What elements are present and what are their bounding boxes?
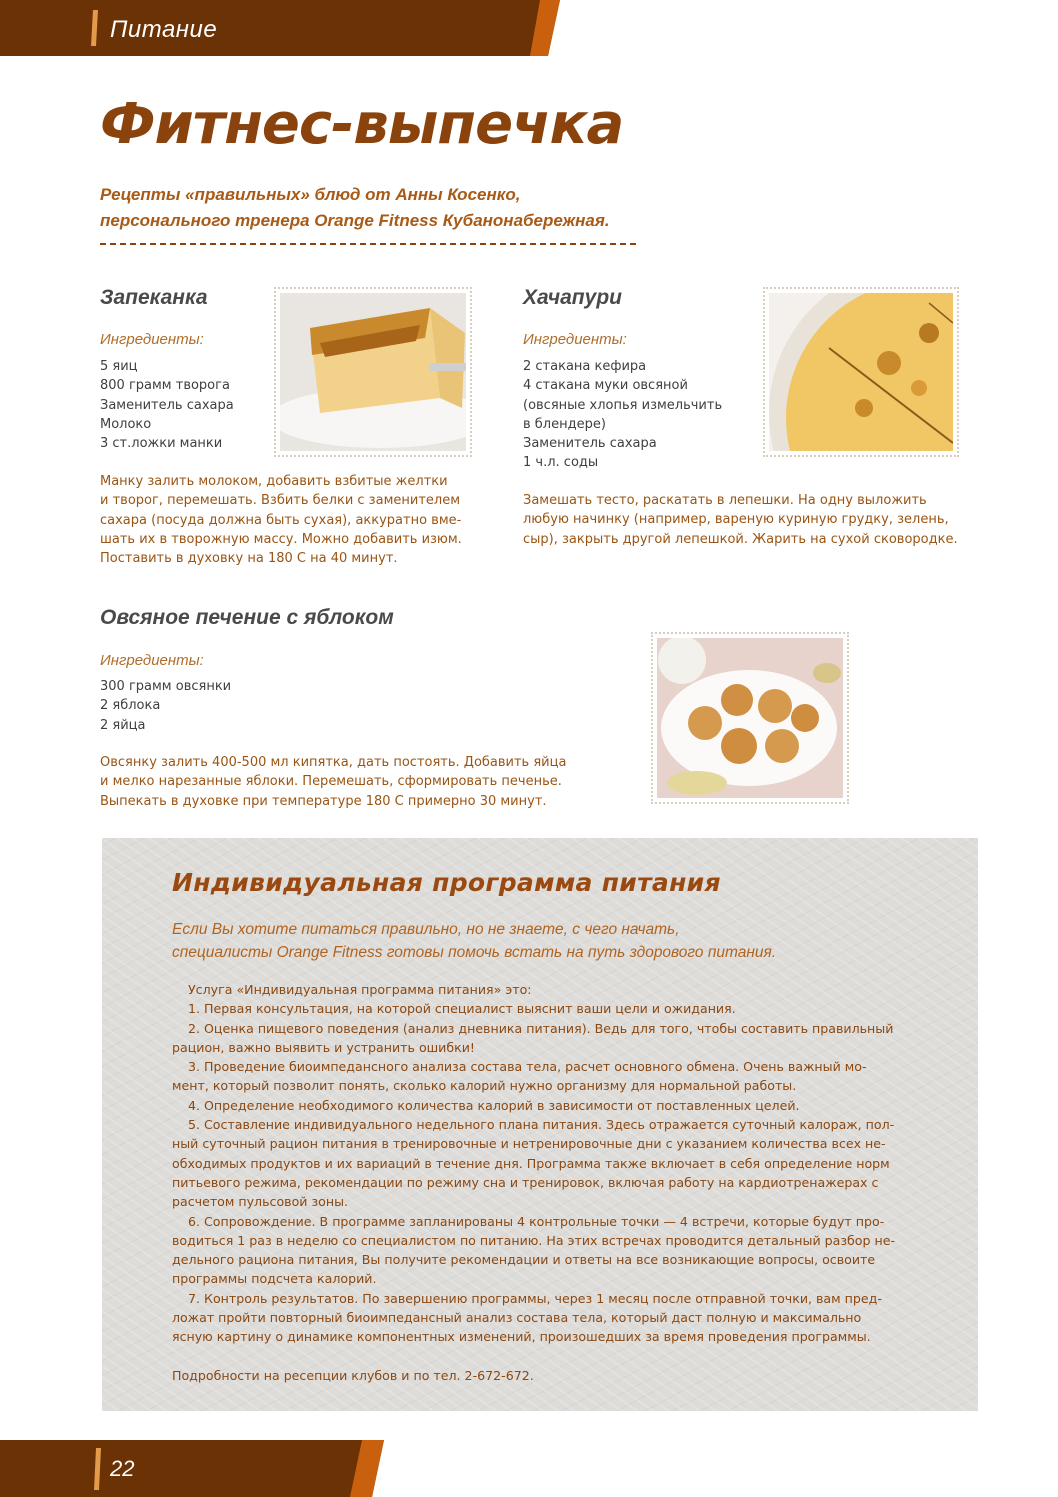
program-line: обходимых продуктов и их вариаций в течение дня. Программа также включает в себя определение норм [172,1155,890,1171]
instruction-line: сахара (посуда должна быть сухая), аккуратно вме- [100,512,462,528]
program-line: 5. Составление индивидуального недельного плана питания. Здесь отражается суточный калораж, пол- [188,1117,895,1133]
program-line: дельного рациона питания, Вы получите рекомендации и ответы на все возникающие вопросы, освоите [172,1252,876,1268]
instructions [100,753,566,811]
instruction-line: Манку залить молоком, добавить взбитые желтки [100,474,448,489]
ingredient-item: 300 грамм овсянки [100,679,232,694]
intro-line: Если Вы хотите питаться правильно, но не знаете, с чего начать, [172,921,680,938]
program-line: 4. Определение необходимого количества калорий в зависимости от поставленных целей. [188,1097,800,1113]
instruction-line: Поставить в духовку на 180 С на 40 минут. [100,551,398,567]
ingredient-item: 2 яйца [100,717,146,733]
ingredient-item: 3 ст.ложки манки [100,436,223,452]
ingredients-label: Ингредиенты: [523,331,627,348]
khachapuri-photo [763,287,959,457]
program-line: 1. Первая консультация, на которой специалист выяснит ваши цели и ожидания. [188,1001,736,1017]
ingredient-item: 2 яблока [100,698,161,714]
program-line: 6. Сопровождение. В программе запланированы 4 контрольные точки — 4 встречи, которые будут про- [188,1213,885,1229]
page-number: 22 [110,1456,135,1481]
page-title: Фитнес-выпечка [100,92,624,157]
program-line: рацион, важно выявить и устранить ошибки! [172,1039,475,1055]
program-line: 7. Контроль результатов. По завершению программы, через 1 месяц после отправной точки, вам пред- [188,1290,882,1306]
cookies-image [657,638,843,798]
khachapuri-image [769,293,953,451]
program-contact: Подробности на ресепции клубов и по тел. 2-672-672. [172,1367,534,1383]
program-body [172,980,922,1385]
instruction-line: шать их в творожную массу. Можно добавить изюм. [100,531,462,547]
instruction-line: и мелко нарезанные яблоки. Перемешать, сформировать печенье. [100,774,562,790]
section-title: Питание [110,16,218,43]
ingredient-item: 4 стакана муки овсяной [523,378,688,394]
program-intro [172,918,776,964]
program-line: расчетом пульсовой зоны. [172,1194,349,1210]
header-band [0,0,560,56]
program-line: питьевого режима, рекомендации по режиму сна и тренировок, включая работу на кардиотренажерах с [172,1174,879,1190]
program-line: ясную картину о динамике компонентных изменений, произошедших за время проведения программы. [172,1329,871,1345]
ingredient-item: Заменитель сахара [100,397,234,413]
program-line: программы подсчета калорий. [172,1271,377,1287]
recipe-title: Овсяное печение с яблоком [100,606,394,629]
ingredient-item: (овсяные хлопья измельчить [523,397,723,413]
recipe-title: Запеканка [100,286,208,309]
program-title: Индивидуальная программа питания [172,868,721,897]
ingredient-item: Заменитель сахара [523,436,657,452]
program-line: 3. Проведение биоимпедансного анализа состава тела, расчет основного обмена. Очень важный мо- [188,1059,867,1075]
ingredient-item: в блендере) [523,416,606,432]
subtitle [100,182,660,234]
divider [100,243,636,245]
instructions [100,472,462,568]
instruction-line: сыр), закрыть другой лепешкой. Жарить на сухой сковородке. [523,531,958,547]
ingredient-item: Молоко [100,416,152,432]
ingredient-item: 2 стакана кефира [523,359,647,374]
program-line: 2. Оценка пищевого поведения (анализ дневника питания). Ведь для того, чтобы составить правильный [188,1020,894,1036]
ingredients-list [100,357,234,453]
program-line: ный суточный рацион питания в тренировочные и нетренировочные дни с указанием количества всех не- [172,1136,886,1152]
instruction-line: любую начинку (например, вареную куриную грудку, зелень, [523,512,949,528]
instructions [523,491,958,549]
subtitle-line: Рецепты «правильных» блюд от Анны Косенко, [100,185,521,204]
subtitle-line: персонального тренера Orange Fitness Кубанонабережная. [100,211,610,230]
casserole-image [280,293,466,451]
cookies-photo [651,632,849,804]
instruction-line: Выпекать в духовке при температуре 180 С примерно 30 минут. [100,793,547,809]
ingredient-item: 5 яиц [100,359,138,374]
recipe-title: Хачапури [523,286,622,309]
program-line: ложат пройти повторный биоимпедансный анализ состава тела, который даст полную и максимально [172,1310,862,1326]
ingredients-label: Ингредиенты: [100,331,204,348]
intro-line: специалисты Orange Fitness готовы помочь встать на путь здорового питания. [172,944,777,961]
ingredients-list [100,677,231,735]
program-line: мент, который позволит понять, сколько калорий нужно организму для нормальной работы. [172,1078,797,1094]
program-line: водиться 1 раз в неделю со специалистом по питанию. На этих встречах проводится детальный разбор не- [172,1232,896,1248]
instruction-line: Овсянку залить 400-500 мл кипятка, дать постоять. Добавить яйца [100,755,567,770]
service-label: Услуга «Индивидуальная программа питания» это: [188,982,532,997]
ingredients-list [523,357,722,473]
footer-band [0,1440,384,1497]
ingredient-item: 800 грамм творога [100,378,230,394]
instruction-line: и творог, перемешать. Взбить белки с заменителем [100,493,461,509]
ingredient-item: 1 ч.л. соды [523,455,599,471]
casserole-photo [274,287,472,457]
instruction-line: Замешать тесто, раскатать в лепешки. На одну выложить [523,493,927,508]
ingredients-label: Ингредиенты: [100,652,204,669]
